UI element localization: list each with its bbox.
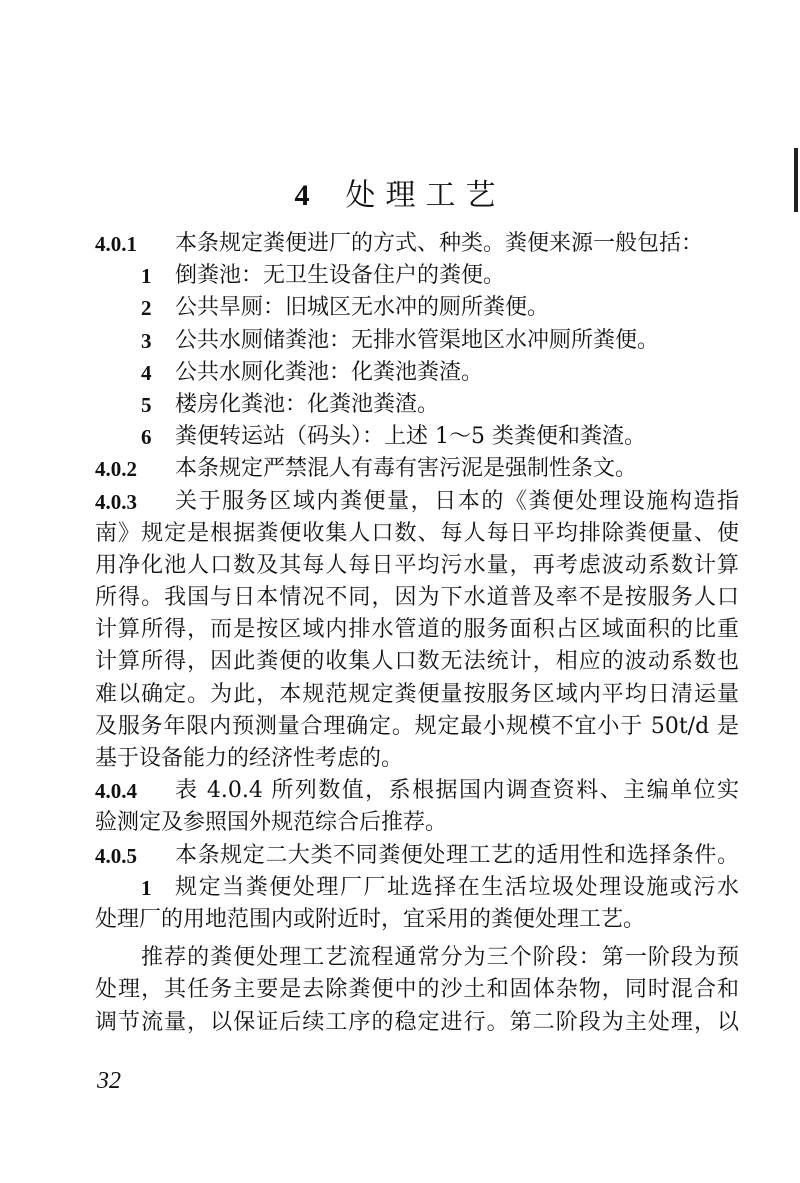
text-line: [95, 1007, 739, 1039]
text-line: [95, 518, 739, 550]
text-line: [95, 974, 739, 1006]
list-item: [95, 325, 739, 357]
text-line: [95, 711, 739, 743]
page-number: 32: [97, 1068, 121, 1094]
line-text: 计算所得，因此粪便的收集人口数无法统计，相应的波动系数也: [95, 649, 739, 675]
chapter-number: 4: [294, 179, 320, 212]
text-line: [95, 679, 739, 711]
line-text: 用净化池人口数及其每人每日平均污水量，再考虑波动系数计算: [95, 552, 739, 578]
line-text: 本条规定二大类不同粪便处理工艺的适用性和选择条件。: [175, 842, 739, 868]
line-text: 计算所得，而是按区域内排水管道的服务面积占区域面积的比重: [95, 617, 739, 643]
text-line: [95, 614, 739, 646]
body-text: [95, 228, 739, 1039]
line-text: 表 4.0.4 所列数值，系根据国内调查资料、主编单位实: [175, 778, 739, 804]
list-item: [95, 872, 739, 904]
line-text: 处理，其任务主要是去除粪便中的沙土和固体杂物，同时混合和: [95, 977, 739, 1003]
list-item: [95, 260, 739, 292]
clause-line: [95, 228, 739, 260]
clause-number: 4.0.2: [95, 457, 137, 482]
list-item: [95, 292, 739, 324]
item-number: 6: [141, 425, 152, 450]
line-text: 关于服务区域内粪便量，日本的《粪便处理设施构造指: [175, 488, 739, 514]
text-line: [95, 904, 739, 936]
text-line: [95, 646, 739, 678]
list-item: [95, 389, 739, 421]
line-text: 南》规定是根据粪便收集人口数、每人每日平均排除粪便量、使: [95, 520, 739, 546]
item-number: 2: [141, 296, 152, 321]
list-item: [95, 357, 739, 389]
line-text: 基于设备能力的经济性考虑的。: [95, 746, 404, 771]
line-text: 处理厂的用地范围内或附近时，宜采用的粪便处理工艺。: [95, 906, 646, 932]
clause-line: [95, 775, 739, 807]
item-number: 4: [141, 360, 152, 385]
text-line: [95, 550, 739, 582]
text-line: [95, 942, 739, 974]
clause-number: 4.0.4: [95, 779, 137, 804]
line-text: 楼房化粪池：化粪池粪渣。: [175, 391, 440, 417]
clause-number: 4.0.1: [95, 232, 137, 256]
text-line: [95, 743, 739, 775]
line-text: 规定当粪便处理厂厂址选择在生活垃圾处理设施或污水: [175, 874, 739, 900]
chapter-title: [0, 170, 800, 214]
line-text: 调节流量，以保证后续工序的稳定进行。第二阶段为主处理，以: [95, 1009, 739, 1035]
line-text: 所得。我国与日本情况不同，因为下水道普及率不是按服务人口: [95, 585, 739, 611]
line-text: 难以确定。为此，本规范规定粪便量按服务区域内平均日清运量: [95, 681, 739, 707]
line-text: 推荐的粪便处理工艺流程通常分为三个阶段：第一阶段为预: [141, 945, 739, 971]
text-line: [95, 807, 739, 839]
list-item: [95, 421, 739, 453]
item-number: 1: [141, 264, 152, 289]
item-number: 3: [141, 328, 152, 353]
line-text: 倒粪池：无卫生设备住户的粪便。: [175, 263, 506, 289]
clause-number: 4.0.3: [95, 489, 137, 514]
line-text: 公共水厕化粪池：化粪池粪渣。: [175, 359, 484, 385]
line-text: 公共水厕储粪池：无排水管渠地区水冲厕所粪便。: [175, 327, 660, 353]
line-text: 验测定及参照国外规范综合后推荐。: [95, 810, 448, 836]
item-number: 1: [141, 875, 152, 900]
clause-line: [95, 840, 739, 872]
item-number: 5: [141, 392, 152, 417]
clause-number: 4.0.5: [95, 843, 137, 868]
clause-line: [95, 453, 739, 485]
line-text: 本条规定严禁混人有毒有害污泥是强制性条文。: [175, 456, 638, 482]
line-text: 公共旱厕：旧城区无水冲的厕所粪便。: [175, 295, 550, 321]
chapter-title-text: 处理工艺: [345, 178, 506, 213]
line-text: 粪便转运站（码头）：上述 1～5 类粪便和粪渣。: [175, 424, 646, 450]
line-text: 及服务年限内预测量合理确定。规定最小规模不宜小于 50t/d 是: [95, 713, 739, 739]
text-line: [95, 582, 739, 614]
line-text: 本条规定粪便进厂的方式、种类。粪便来源一般包括：: [175, 231, 704, 256]
clause-line: [95, 486, 739, 518]
